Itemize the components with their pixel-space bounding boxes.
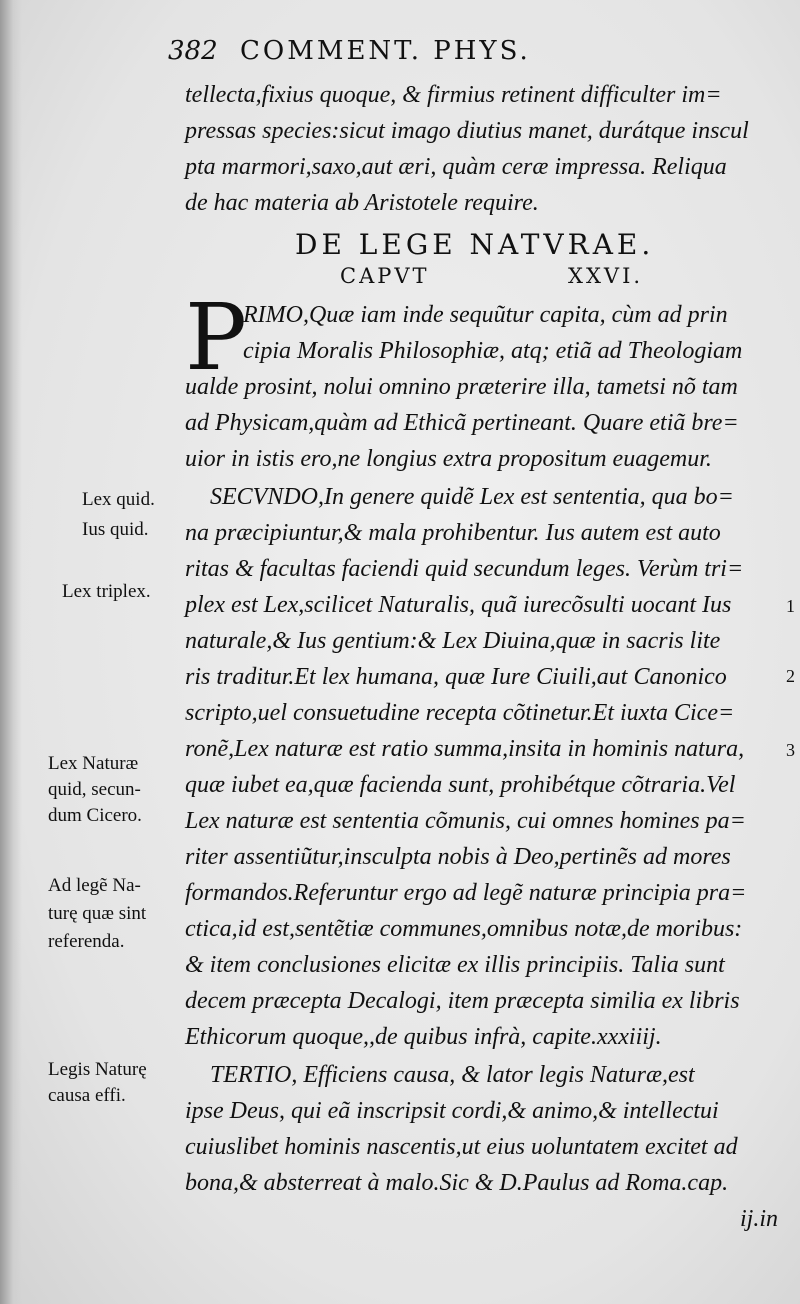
text-line: decem præcepta Decalogi, item præcepta similia ex libris [185,988,740,1014]
page-number: 382 [168,36,218,66]
margin-note: Lex Naturæ [48,753,139,774]
margin-note: Legis Naturę [48,1059,147,1080]
text-line: ipse Deus, qui eã inscripsit cordi,& animo,& intellectui [185,1098,719,1124]
margin-note: referenda. [48,931,125,952]
margin-note: Ad legẽ Na- [48,875,141,896]
caput-number: XXVI. [568,264,644,288]
margin-note: Lex quid. [82,489,155,510]
text-line: & item conclusiones elicitæ ex illis principiis. Talia sunt [185,952,725,978]
text-line: Lex naturæ est sententia cõmunis, cui omnes homines pa= [185,808,746,834]
text-line: ris traditur.Et lex humana, quæ Iure Ciuili,aut Canonico [185,664,727,690]
margin-note: turę quæ sint [48,903,147,924]
text-line: bona,& absterreat à malo.Sic & D.Paulus ad Roma.cap. [185,1170,729,1196]
text-line: ctica,id est,sentẽtiæ communes,omnibus notæ,de moribus: [185,916,743,942]
margin-note: Lex triplex. [62,581,151,602]
text-line: TERTIO, Efficiens causa, & lator legis Naturæ,est [210,1062,695,1088]
text-line: pressas species:sicut imago diutius manet, durátque inscul [185,118,749,144]
line-mark: 1 [786,596,795,616]
text-line: scripto,uel consuetudine recepta cõtinetur.Et iuxta Cice= [185,700,735,726]
text-line: Ethicorum quoque,,de quibus infrà, capite.xxxiiij. [185,1024,662,1050]
text-line: ualde prosint, nolui omnino præterire illa, tametsi nõ tam [185,374,738,400]
text-line: cuiuslibet hominis nascentis,ut eius uoluntatem excitet ad [185,1134,738,1160]
text-line: ritas & facultas faciendi quid secundum leges. Verùm tri= [185,556,744,582]
page-gutter-shadow [0,0,22,1304]
text-line: RIMO,Quæ iam inde sequũtur capita, cùm ad prin [243,302,728,328]
margin-note: quid, secun- [48,779,141,800]
drop-capital: P [185,284,247,391]
text-line: naturale,& Ius gentium:& Lex Diuina,quæ in sacris lite [185,628,721,654]
caput-label: CAPVT [340,264,430,288]
text-line: quæ iubet ea,quæ facienda sunt, prohibétque cõtraria.Vel [185,772,736,798]
text-line: ij.in [740,1206,779,1232]
text-line: cipia Moralis Philosophiæ, atq; etiã ad Theologiam [243,338,743,364]
text-line: na præcipiuntur,& mala prohibentur. Ius autem est auto [185,520,721,546]
text-line: SECVNDO,In genere quidẽ Lex est sententia, qua bo= [210,484,734,510]
text-line: riter assentiũtur,insculpta nobis à Deo,pertinẽs ad mores [185,844,731,870]
text-line: tellecta,fixius quoque, & firmius retinent difficulter im= [185,82,722,108]
running-head: COMMENT. PHYS. [240,36,531,66]
line-mark: 2 [786,666,795,686]
text-line: ad Physicam,quàm ad Ethicã pertineant. Quare etiã bre= [185,410,739,436]
margin-note: Ius quid. [82,519,149,540]
text-line: uior in istis ero,ne longius extra propositum euagemur. [185,446,712,472]
page-header [168,36,688,76]
chapter-title: DE LEGE NATVRAE. [295,228,655,261]
margin-note: causa effi. [48,1085,126,1106]
text-line: ronẽ,Lex naturæ est ratio summa,insita in hominis natura, [185,736,745,762]
text-line: formandos.Referuntur ergo ad legẽ naturæ principia pra= [185,880,747,906]
text-line: pta marmori,saxo,aut æri, quàm ceræ impressa. Reliqua [185,154,727,180]
margin-note: dum Cicero. [48,805,142,826]
line-mark: 3 [786,740,795,760]
text-line: plex est Lex,scilicet Naturalis, quã iurecõsulti uocant Ius [185,592,732,618]
text-line: de hac materia ab Aristotele require. [185,190,539,216]
